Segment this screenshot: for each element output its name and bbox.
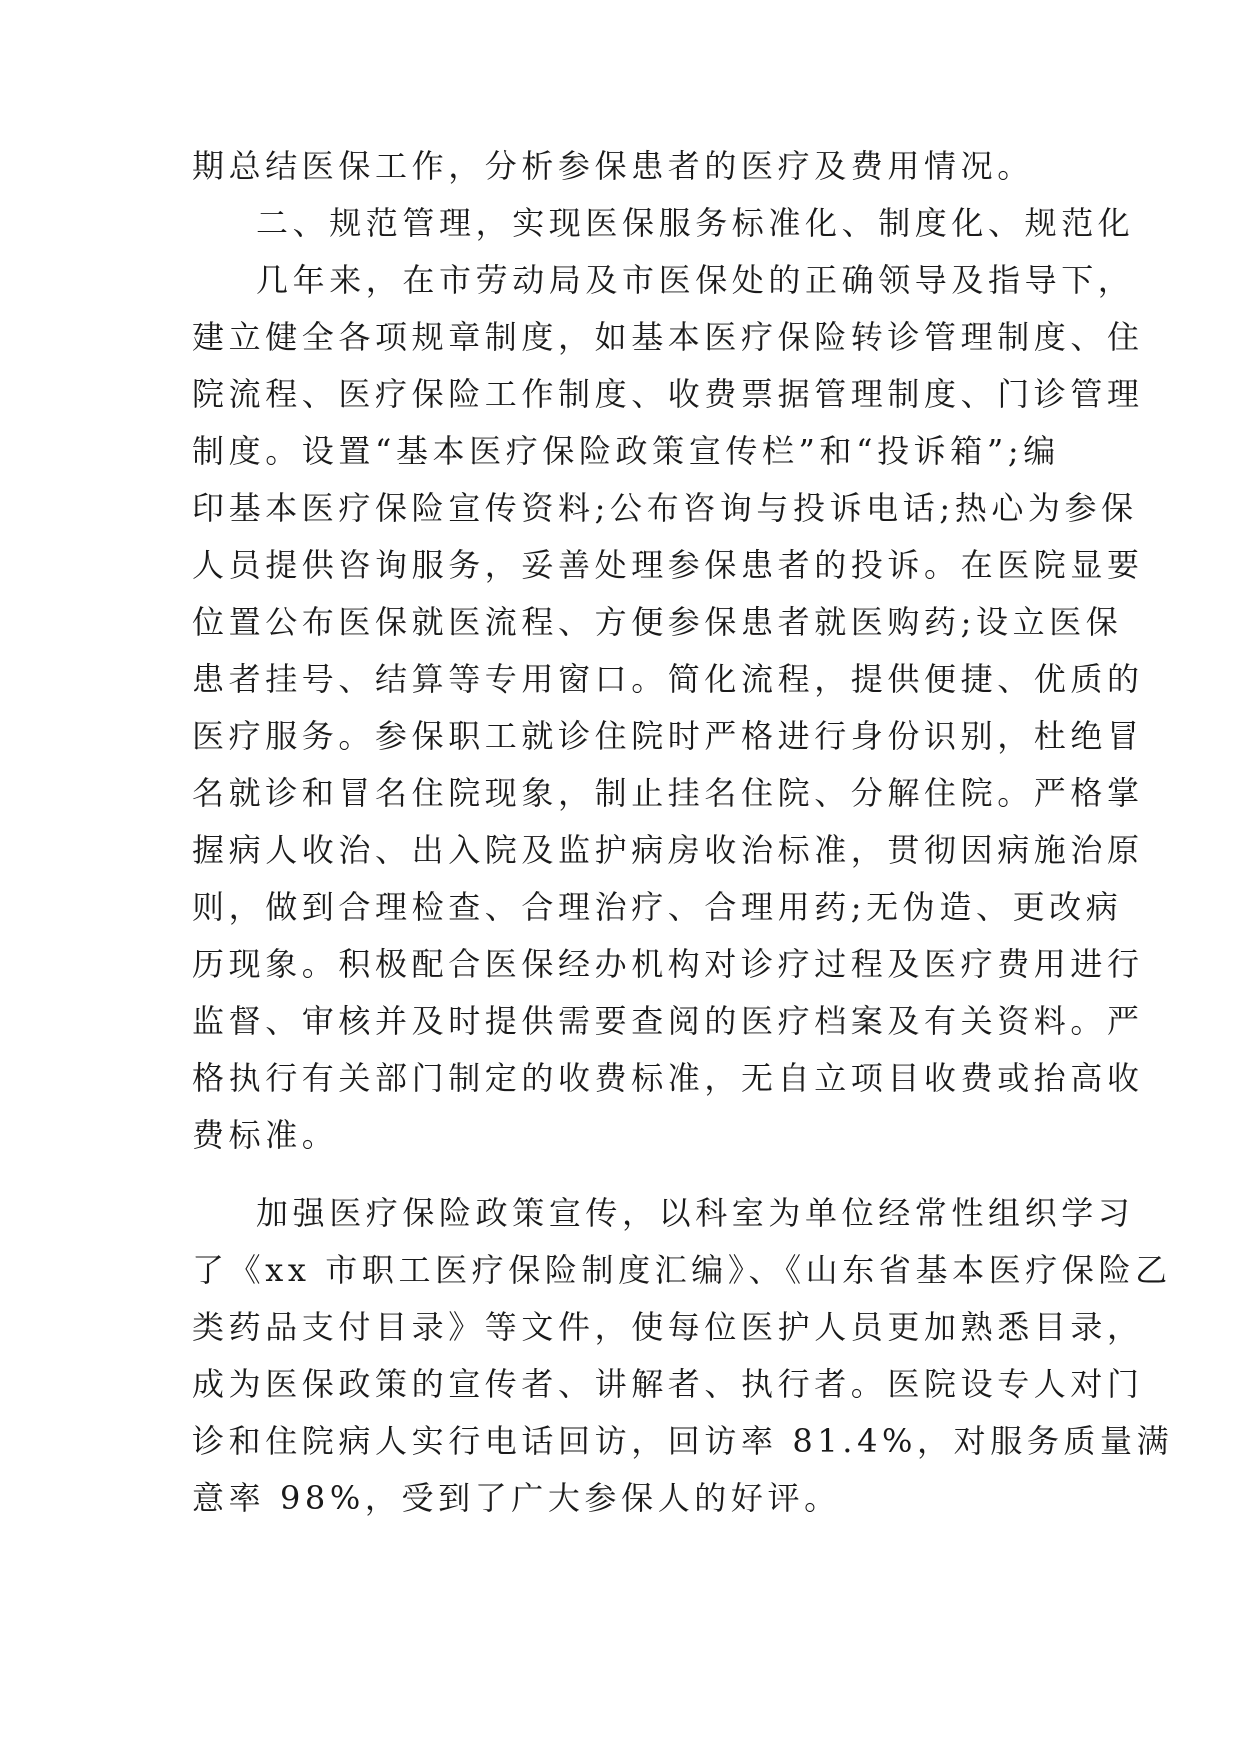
text-line: 建立健全各项规章制度，如基本医疗保险转诊管理制度、住 <box>192 318 1144 356</box>
text-line: 期总结医保工作，分析参保患者的医疗及费用情况。 <box>192 147 1034 185</box>
text-line: 则，做到合理检查、合理治疗、合理用药;无伪造、更改病 <box>192 888 1123 926</box>
text-line: 名就诊和冒名住院现象，制止挂名住院、分解住院。严格掌 <box>192 774 1144 812</box>
text-line: 握病人收治、出入院及监护病房收治标准，贯彻因病施治原 <box>192 831 1144 869</box>
text-line: 类药品支付目录》等文件，使每位医护人员更加熟悉目录， <box>192 1308 1144 1346</box>
text-line: 医疗服务。参保职工就诊住院时严格进行身份识别，杜绝冒 <box>192 717 1144 755</box>
text-line: 加强医疗保险政策宣传，以科室为单位经常性组织学习 <box>256 1194 1135 1232</box>
text-line: 费标准。 <box>192 1116 339 1154</box>
text-line: 院流程、医疗保险工作制度、收费票据管理制度、门诊管理 <box>192 375 1144 413</box>
text-line: 几年来，在市劳动局及市医保处的正确领导及指导下， <box>256 261 1135 299</box>
text-line: 成为医保政策的宣传者、讲解者、执行者。医院设专人对门 <box>192 1365 1144 1403</box>
text-line: 诊和住院病人实行电话回访，回访率 81.4%，对服务质量满 <box>192 1422 1174 1460</box>
text-line: 格执行有关部门制定的收费标准，无自立项目收费或抬高收 <box>192 1059 1144 1097</box>
text-line: 了《xx 市职工医疗保险制度汇编》、《山东省基本医疗保险乙 <box>192 1251 1172 1289</box>
text-line: 印基本医疗保险宣传资料;公布咨询与投诉电话;热心为参保 <box>192 489 1138 527</box>
text-line: 人员提供咨询服务，妥善处理参保患者的投诉。在医院显要 <box>192 546 1144 584</box>
text-line: 历现象。积极配合医保经办机构对诊疗过程及医疗费用进行 <box>192 945 1144 983</box>
section-heading: 二、规范管理，实现医保服务标准化、制度化、规范化 <box>256 204 1135 242</box>
text-line: 患者挂号、结算等专用窗口。简化流程，提供便捷、优质的 <box>192 660 1144 698</box>
text-line: 位置公布医保就医流程、方便参保患者就医购药;设立医保 <box>192 603 1123 641</box>
text-line: 监督、审核并及时提供需要查阅的医疗档案及有关资料。严 <box>192 1002 1144 1040</box>
text-line: 制度。设置“基本医疗保险政策宣传栏”和“投诉箱”;编 <box>192 432 1060 470</box>
text-line: 意率 98%，受到了广大参保人的好评。 <box>192 1479 841 1517</box>
